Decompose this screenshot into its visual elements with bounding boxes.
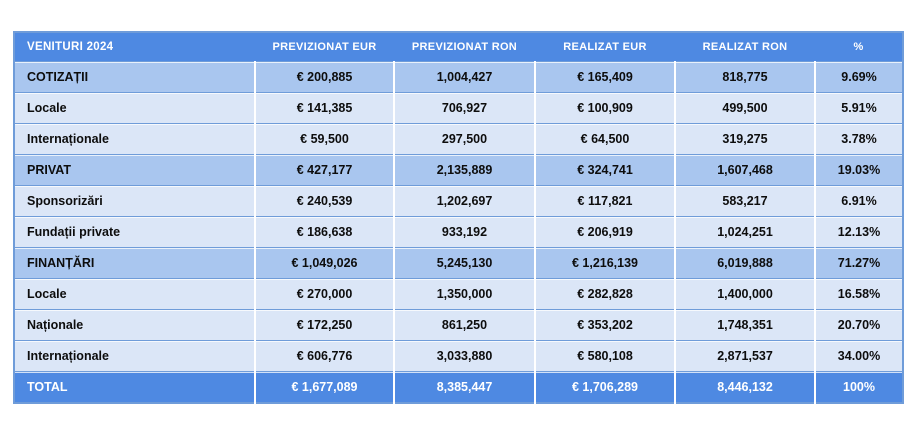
cell-previzionat-ron: 1,350,000 [394, 279, 535, 310]
cell-percent: 34.00% [815, 341, 903, 372]
cell-realizat-ron: 6,019,888 [675, 248, 815, 279]
cell-realizat-eur: € 353,202 [535, 310, 675, 341]
cell-previzionat-ron: 297,500 [394, 124, 535, 155]
table-row-nationale [14, 310, 903, 341]
row-label: PRIVAT [14, 155, 255, 186]
row-label: TOTAL [14, 372, 255, 404]
row-label: Locale [14, 93, 255, 124]
cell-previzionat-ron: 861,250 [394, 310, 535, 341]
cell-realizat-ron: 1,607,468 [675, 155, 815, 186]
cell-previzionat-ron: 706,927 [394, 93, 535, 124]
cell-percent: 5.91% [815, 93, 903, 124]
cell-previzionat-eur: € 240,539 [255, 186, 394, 217]
cell-realizat-eur: € 117,821 [535, 186, 675, 217]
cell-realizat-eur: € 100,909 [535, 93, 675, 124]
cell-previzionat-eur: € 200,885 [255, 62, 394, 93]
cell-realizat-eur: € 282,828 [535, 279, 675, 310]
cell-previzionat-ron: 8,385,447 [394, 372, 535, 404]
table-title: VENITURI 2024 [14, 32, 255, 62]
cell-previzionat-eur: € 59,500 [255, 124, 394, 155]
cell-realizat-ron: 8,446,132 [675, 372, 815, 404]
column-header-previzionat-ron: PREVIZIONAT RON [394, 32, 535, 62]
cell-realizat-eur: € 580,108 [535, 341, 675, 372]
row-label: COTIZAȚII [14, 62, 255, 93]
row-label: Naționale [14, 310, 255, 341]
cell-realizat-ron: 2,871,537 [675, 341, 815, 372]
table-row-fundatii-private [14, 217, 903, 248]
cell-previzionat-eur: € 606,776 [255, 341, 394, 372]
cell-previzionat-ron: 1,202,697 [394, 186, 535, 217]
cell-percent: 6.91% [815, 186, 903, 217]
row-label: FINANȚĂRI [14, 248, 255, 279]
cell-percent: 100% [815, 372, 903, 404]
table-row-sponsorizari [14, 186, 903, 217]
cell-realizat-eur: € 64,500 [535, 124, 675, 155]
cell-realizat-eur: € 165,409 [535, 62, 675, 93]
row-label: Fundații private [14, 217, 255, 248]
cell-previzionat-ron: 2,135,889 [394, 155, 535, 186]
table-row-cotizatii-internationale [14, 124, 903, 155]
cell-percent: 20.70% [815, 310, 903, 341]
revenue-table [13, 31, 902, 404]
cell-realizat-eur: € 1,706,289 [535, 372, 675, 404]
cell-percent: 12.13% [815, 217, 903, 248]
cell-realizat-eur: € 206,919 [535, 217, 675, 248]
cell-realizat-ron: 818,775 [675, 62, 815, 93]
cell-realizat-ron: 583,217 [675, 186, 815, 217]
cell-previzionat-eur: € 1,049,026 [255, 248, 394, 279]
table-row-total [14, 372, 903, 404]
cell-realizat-eur: € 1,216,139 [535, 248, 675, 279]
table-row-finantari [14, 248, 903, 279]
cell-previzionat-eur: € 141,385 [255, 93, 394, 124]
cell-previzionat-ron: 3,033,880 [394, 341, 535, 372]
cell-realizat-ron: 1,024,251 [675, 217, 815, 248]
cell-percent: 19.03% [815, 155, 903, 186]
table-row-finantari-locale [14, 279, 903, 310]
column-header-previzionat-eur: PREVIZIONAT EUR [255, 32, 394, 62]
cell-realizat-ron: 319,275 [675, 124, 815, 155]
cell-previzionat-eur: € 186,638 [255, 217, 394, 248]
cell-previzionat-ron: 933,192 [394, 217, 535, 248]
cell-previzionat-eur: € 270,000 [255, 279, 394, 310]
cell-realizat-ron: 1,400,000 [675, 279, 815, 310]
header-row [14, 32, 903, 62]
row-label: Sponsorizări [14, 186, 255, 217]
row-label: Internaționale [14, 341, 255, 372]
column-header-realizat-eur: REALIZAT EUR [535, 32, 675, 62]
table-row-finantari-internationale [14, 341, 903, 372]
row-label: Internaționale [14, 124, 255, 155]
cell-percent: 71.27% [815, 248, 903, 279]
cell-previzionat-eur: € 1,677,089 [255, 372, 394, 404]
row-label: Locale [14, 279, 255, 310]
venituri-2024-table [13, 31, 904, 404]
table-row-privat [14, 155, 903, 186]
column-header-realizat-ron: REALIZAT RON [675, 32, 815, 62]
table-row-cotizatii [14, 62, 903, 93]
cell-percent: 3.78% [815, 124, 903, 155]
table-row-cotizatii-locale [14, 93, 903, 124]
cell-previzionat-ron: 1,004,427 [394, 62, 535, 93]
cell-realizat-ron: 499,500 [675, 93, 815, 124]
cell-realizat-ron: 1,748,351 [675, 310, 815, 341]
cell-percent: 9.69% [815, 62, 903, 93]
cell-percent: 16.58% [815, 279, 903, 310]
cell-realizat-eur: € 324,741 [535, 155, 675, 186]
cell-previzionat-eur: € 427,177 [255, 155, 394, 186]
cell-previzionat-ron: 5,245,130 [394, 248, 535, 279]
column-header-percent: % [815, 32, 903, 62]
cell-previzionat-eur: € 172,250 [255, 310, 394, 341]
